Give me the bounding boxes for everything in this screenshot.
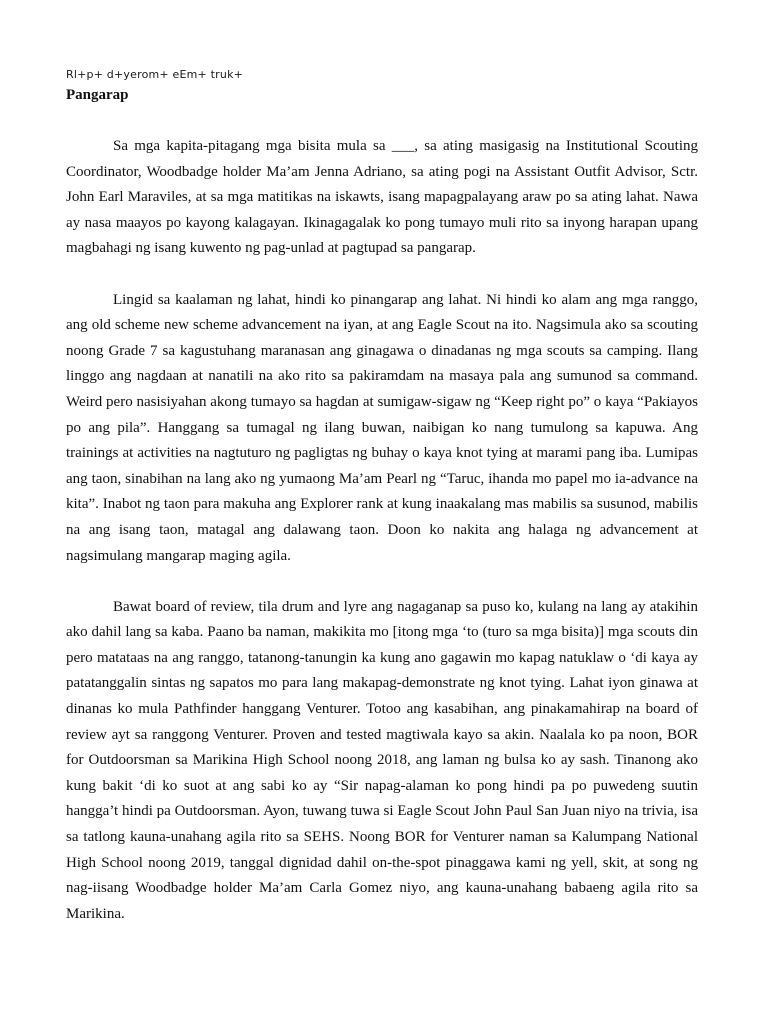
document-title: Pangarap: [66, 87, 129, 103]
header-line: Rl+p+ d+yerom+ eEm+ truk+: [66, 68, 244, 81]
document-body: [66, 134, 698, 953]
paragraph-board-of-review: Bawat board of review, tila drum and lyre ang nagaganap sa puso ko, kulang na lang ay atakihin ako dahil lang sa kaba. Paano ba naman, makikita mo [itong mga ‘to (turo sa mga bisita)] mga scouts din pero matataas na ang ranggo, tatanong-tanungin ka kung ano gagawin mo kapag natuklaw o ‘di kaya ay patatanggalin sintas ng sapatos mo para lang makapag-demonstrate ng knot tying. Lahat iyon ginawa at dinanas ko mula Pathfinder hanggang Venturer. Totoo ang kasabihan, ang pinakamahirap na board of review ayt sa ranggong Venturer. Proven and tested magtiwala kayo sa akin. Naalala ko pa noon, BOR for Outdoorsman sa Marikina High School noong 2018, ang laman ng bulsa ko ay sash. Tinanong ako kung bakit ‘di ko suot at ang sabi ko ay “Sir napag-alaman ko pong hindi pa po puwedeng suutin hangga’t hindi pa Outdoorsman. Ayon, tuwang tuwa si Eagle Scout John Paul San Juan niyo na trivia, isa sa tatlong kauna-unahang agila rito sa SEHS. Noong BOR for Venturer naman sa Kalumpang National High School noong 2019, tanggal dignidad dahil on-the-spot pinaggawa kami ng yell, skit, at song ng nag-iisang Woodbadge holder Ma’am Carla Gomez niyo, ang kauna-unahang babaeng agila rito sa Marikina.: [66, 598, 698, 922]
paragraph-beginning: Lingid sa kaalaman ng lahat, hindi ko pinangarap ang lahat. Ni hindi ko alam ang mga ranggo, ang old scheme new scheme advancement na iyan, at ang Eagle Scout na ito. Nagsimula ako sa scouting noong Grade 7 sa kagustuhang maranasan ang ginagawa o dinadanas ng mga scouts sa camping. Ilang linggo ang nagdaan at nanatili na ako rito sa pakiramdam na masaya pala ang sumunod sa command. Weird pero nasisiyahan akong tumayo sa hagdan at sumigaw-sigaw ng “Keep right po” o kaya “Pakiayos po ang pila”. Hanggang sa tumagal ng ilang buwan, naibigan ko nang tumulong sa kapuwa. Ang trainings at activities na nagtuturo ng pagligtas ng buhay o kaya knot tying at marami pang iba. Lumipas ang taon, sinabihan na lang ako ng yumaong Ma’am Pearl ng “Taruc, ihanda mo papel mo ia-advance na kita”. Inabot ng taon para makuha ang Explorer rank at kung inaakalang mas mabilis sa susunod, mabilis na ang isang taon, matagal ang dalawang taon. Doon ko nakita ang halaga ng advancement at nagsimulang mangarap maging agila.: [66, 291, 698, 564]
paragraph-greeting: Sa mga kapita-pitagang mga bisita mula sa ___, sa ating masigasig na Institutional Scouting Coordinator, Woodbadge holder Ma’am Jenna Adriano, sa ating pogi na Assistant Outfit Advisor, Sctr. John Earl Maraviles, at sa mga matitikas na iskawts, isang mapagpalayang araw po sa ating lahat. Nawa ay nasa maayos po kayong kalagayan. Ikinagagalak ko pong tumayo muli rito sa inyong harapan upang magbahagi ng isang kuwento ng pag-unlad at pagtupad sa pangarap.: [66, 138, 698, 257]
